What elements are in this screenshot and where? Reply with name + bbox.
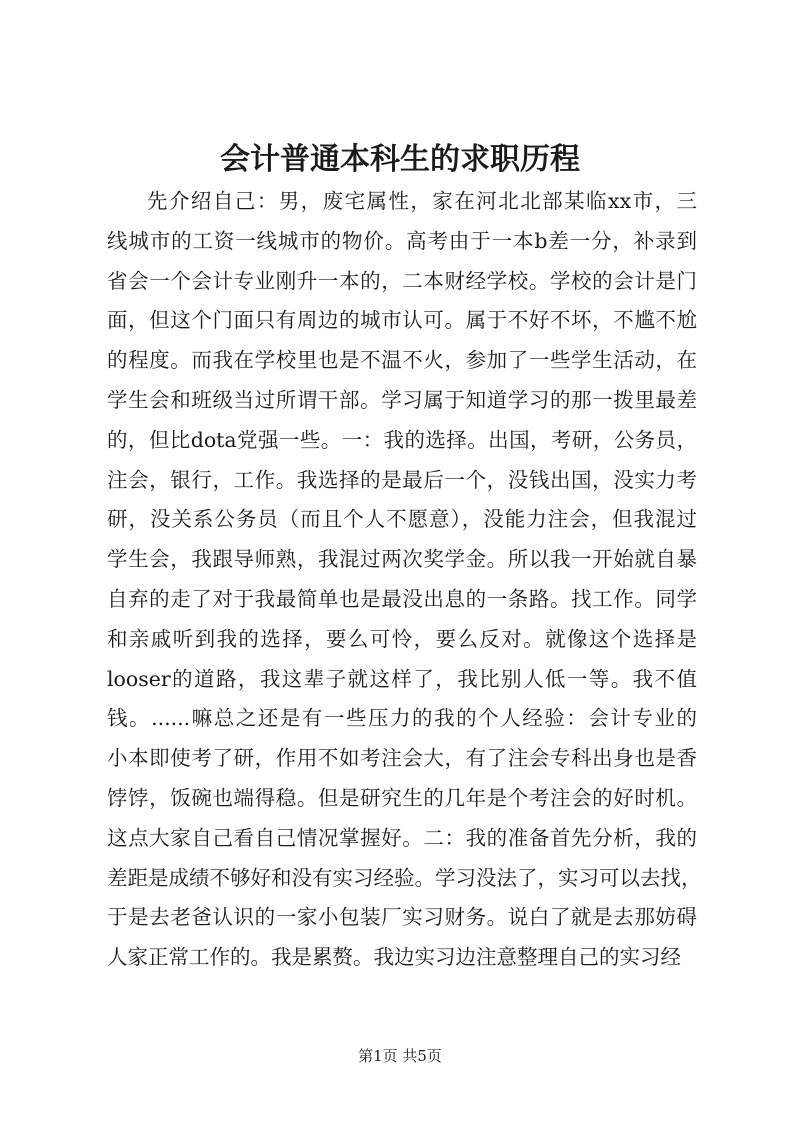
- body-line: 差距是成绩不够好和没有实习经验。学习没法了，实习可以去找，: [107, 865, 702, 890]
- body-line: 自弃的走了对于我最简单也是最没出息的一条路。找工作。同学: [107, 586, 697, 611]
- body-line: 注会，银行，工作。我选择的是最后一个，没钱出国，没实力考: [107, 467, 697, 492]
- body-line: 省会一个会计专业刚升一本的，二本财经学校。学校的会计是门: [107, 268, 697, 293]
- body-line: 这点大家自己看自己情况掌握好。二：我的准备首先分析，我的: [107, 825, 697, 850]
- body-line: 饽饽，饭碗也端得稳。但是研究生的几年是个考注会的好时机。: [107, 785, 697, 810]
- document-body: [107, 182, 702, 978]
- body-line: 学生会和班级当过所谓干部。学习属于知道学习的那一拨里最差: [107, 387, 697, 412]
- body-line: 钱。......嘛总之还是有一些压力的我的个人经验：会计专业的: [107, 706, 697, 731]
- body-line: 人家正常工作的。我是累赘。我边实习边注意整理自己的实习经: [107, 945, 681, 970]
- document-title: 会计普通本科生的求职历程: [220, 142, 580, 177]
- page-number: 第1页 共5页: [358, 1047, 442, 1065]
- body-line: 小本即使考了研，作用不如考注会大，有了注会专科出身也是香: [107, 746, 697, 771]
- body-line: 线城市的工资一线城市的物价。高考由于一本b差一分，补录到: [107, 228, 697, 253]
- body-line: 的程度。而我在学校里也是不温不火，参加了一些学生活动，在: [107, 348, 697, 373]
- body-line: 和亲戚听到我的选择，要么可怜，要么反对。就像这个选择是: [107, 626, 697, 651]
- body-line: 的，但比dota党强一些。一：我的选择。出国，考研，公务员，: [107, 427, 697, 452]
- page-footer: [0, 1046, 800, 1066]
- body-line: 先介绍自己：男，废宅属性，家在河北北部某临xx市，三: [147, 189, 697, 213]
- body-line: 面，但这个门面只有周边的城市认可。属于不好不坏，不尴不尬: [107, 308, 697, 333]
- body-line: 于是去老爸认识的一家小包装厂实习财务。说白了就是去那妨碍: [107, 905, 697, 930]
- body-line: 学生会，我跟导师熟，我混过两次奖学金。所以我一开始就自暴: [107, 547, 697, 572]
- body-line: looser的道路，我这辈子就这样了，我比别人低一等。我不值: [107, 666, 697, 691]
- body-line: 研，没关系公务员（而且个人不愿意），没能力注会，但我混过: [107, 507, 697, 532]
